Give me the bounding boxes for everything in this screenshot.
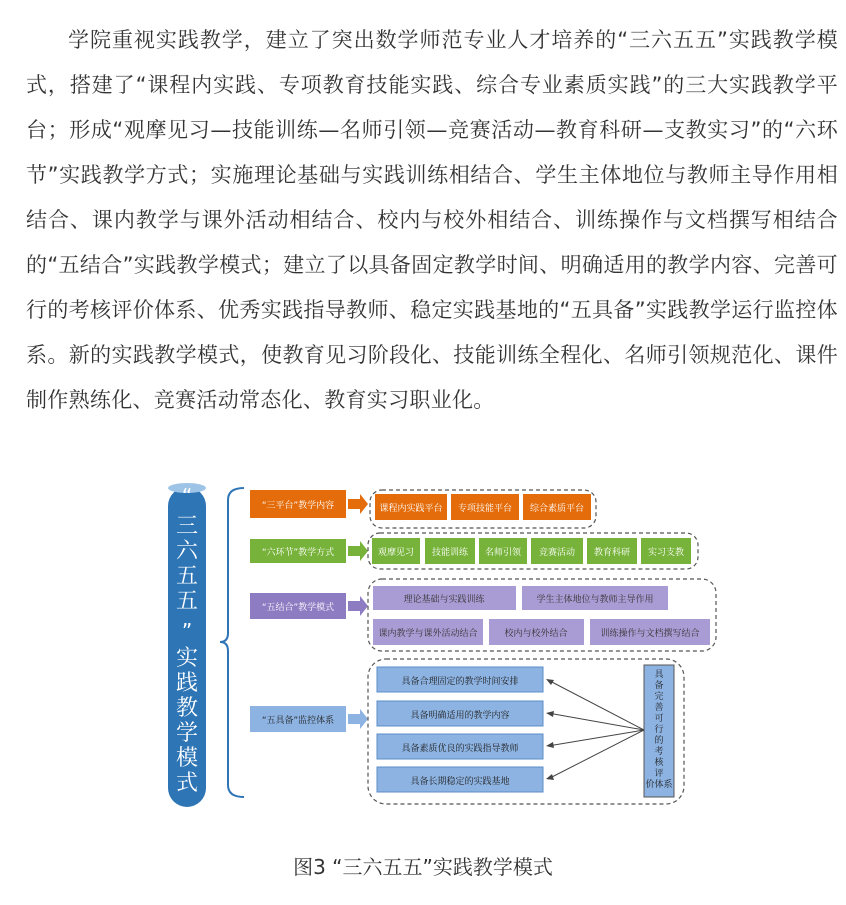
pillar-char: ” — [181, 619, 193, 643]
side-box-char: 完 — [654, 692, 664, 702]
side-box-char: 行 — [654, 725, 664, 735]
pillar-char: 教 — [175, 696, 199, 721]
body-paragraph: 学院重视实践教学，建立了突出数学师范专业人才培养的“三六五五”实践教学模式，搭建了“课程内实践、专项教育技能实践、综合专业素质实践”的三大实践教学平台；形成“观摩见习—技能训练—名师引领—竞赛活动—教育科研—支教实习”的“六环节”实践教学方式；实施理论基础与实践训练相结合、学生主体地位与教师主导作用相结合、课内教学与课外活动相结合、校内与校外相结合、训练操作与文档撰写相结合的“五结合”实践教学模式；建立了以具备固定教学时间、明确适用的教学内容、完善可行的考核评价体系、优秀实践指导教师、稳定实践基地的“五具备”实践教学运行监控体系。新的实践教学模式，使教育见习阶段化、技能训练全程化、名师引领规范化、课件制作熟练化、竞赛活动常态化、教育实习职业化。 — [26, 28, 838, 412]
row-three-platforms — [250, 490, 596, 528]
item: 实习支教 — [647, 548, 685, 558]
row-five-requirements — [250, 659, 684, 804]
arrow-icon — [348, 709, 368, 729]
item: 专项技能平台 — [457, 504, 513, 514]
item: 具备素质优良的实践指导教师 — [401, 744, 519, 754]
pillar-char: 实 — [175, 646, 199, 671]
figure-caption: 图3 “三六五五”实践教学模式 — [293, 855, 553, 879]
side-box-char: 的 — [654, 736, 664, 746]
side-box-char: 评 — [654, 769, 664, 779]
pillar-char: “ — [181, 484, 193, 508]
arrow-icon — [348, 494, 368, 514]
curly-bracket — [220, 488, 244, 797]
arrow-icon — [348, 596, 368, 616]
item: 教育科研 — [593, 548, 631, 558]
side-box-char: 具 — [654, 670, 664, 680]
row-five-combinations — [250, 579, 716, 651]
arrow-icon — [348, 541, 368, 561]
item: 课内教学与课外活动结合 — [378, 629, 478, 639]
item: 综合素质平台 — [529, 504, 585, 514]
item: 技能训练 — [431, 548, 469, 558]
pillar-char: 五 — [175, 564, 199, 589]
item: 校内与校外结合 — [504, 629, 568, 639]
pillar-char: 六 — [175, 539, 199, 564]
item: 理论基础与实践训练 — [403, 595, 485, 605]
connector-arrows — [548, 680, 644, 779]
side-box-char: 善 — [654, 703, 664, 713]
arrowheads — [546, 679, 554, 780]
item: 学生主体地位与教师主导作用 — [536, 595, 654, 605]
item: 具备长期稳定的实践基地 — [410, 777, 510, 787]
item: 课程内实践平台 — [379, 504, 443, 514]
pillar-char: 践 — [175, 671, 199, 696]
row-label: “三平台”教学内容 — [261, 501, 335, 511]
item: 具备明确适用的教学内容 — [410, 711, 510, 721]
side-box-char: 考 — [654, 747, 664, 757]
row-six-links — [250, 533, 698, 569]
side-box-char: 价体系 — [645, 780, 673, 790]
side-box-char: 核 — [654, 758, 664, 768]
item: 名师引领 — [484, 548, 522, 558]
side-box-char: 备 — [654, 681, 664, 691]
row-label: “五具备”监控体系 — [261, 716, 335, 726]
item: 竞赛活动 — [538, 548, 576, 558]
pillar-char: 三 — [175, 514, 199, 539]
pillar-char: 模 — [175, 746, 199, 771]
item: 观摩见习 — [377, 548, 415, 558]
pillar — [168, 483, 206, 807]
pillar-char: 式 — [175, 771, 199, 796]
row-label: “五结合”教学模式 — [261, 603, 335, 613]
item: 具备合理固定的教学时间安排 — [401, 677, 519, 687]
pillar-char: 学 — [175, 721, 199, 746]
row-label: “六环节”教学方式 — [261, 548, 335, 558]
pillar-char: 五 — [175, 589, 199, 614]
side-box-char: 可 — [654, 714, 664, 724]
item: 训练操作与文档撰写结合 — [600, 629, 700, 639]
